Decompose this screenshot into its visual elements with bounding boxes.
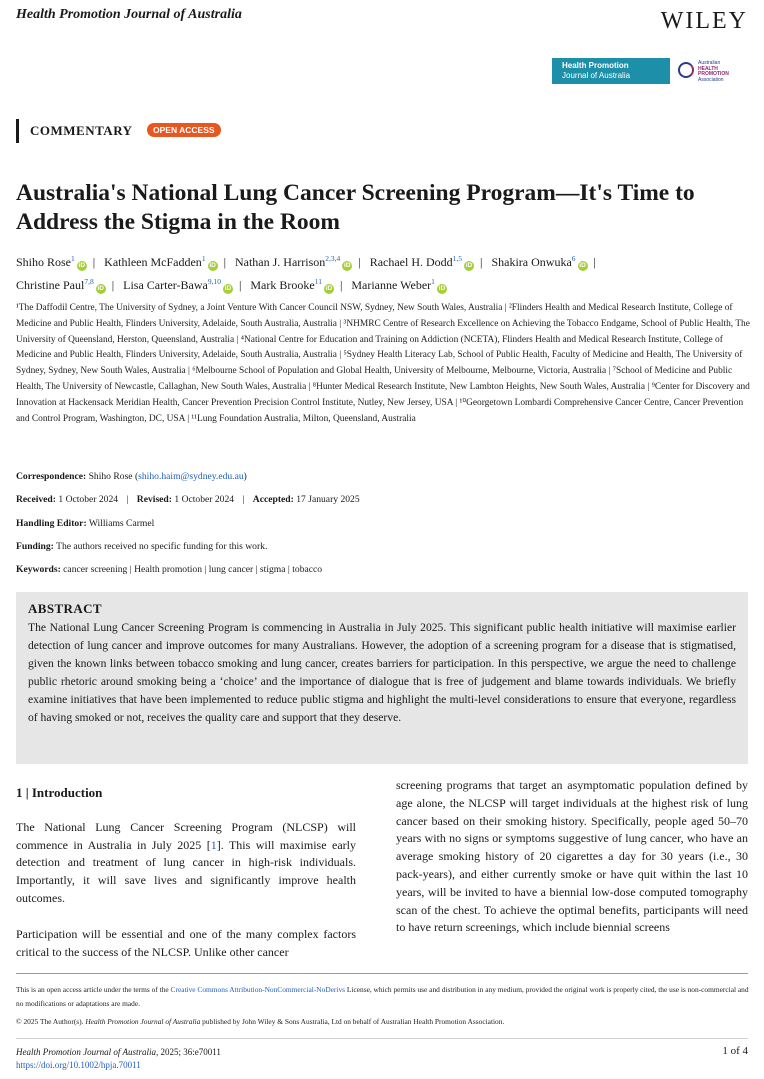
author-name[interactable]: Rachael H. Dodd <box>369 255 453 269</box>
association-logo <box>678 60 748 84</box>
body-paragraph: Participation will be essential and one of the many complex factors critical to the success of the NLCSP. Unlike other cancer <box>16 926 356 959</box>
doi-link[interactable]: https://doi.org/10.1002/hpja.70011 <box>16 1060 141 1070</box>
footer-divider-bottom <box>16 1038 748 1039</box>
orcid-icon[interactable]: iD <box>344 262 351 269</box>
received-date: 1 October 2024 <box>58 494 119 505</box>
article-section-type: COMMENTARY <box>30 123 133 138</box>
journal-name: Health Promotion Journal of Australia <box>16 7 242 22</box>
citation-journal: Health Promotion Journal of Australia, <box>16 1047 159 1057</box>
author-affiliation-ref[interactable]: 2,3,4 <box>325 254 341 263</box>
journal-badge-line2: Journal of Australia <box>562 71 631 80</box>
keywords-text: cancer screening | Health promotion | lung cancer | stigma | tobacco <box>63 564 323 575</box>
orcid-icon[interactable]: iD <box>97 285 104 292</box>
body-right-column <box>396 777 748 937</box>
author-name[interactable]: Shiho Rose <box>16 255 72 269</box>
orcid-icon[interactable]: iD <box>78 262 86 269</box>
paragraph-text: The National Lung Cancer Screening Program (NLCSP) will commence in Australia in July 2025 [ <box>16 819 356 852</box>
orcid-icon[interactable]: iD <box>465 262 473 269</box>
keywords-line <box>16 564 322 575</box>
orcid-icon[interactable]: iD <box>438 285 446 292</box>
author-name[interactable]: Kathleen McFadden <box>104 255 202 269</box>
received-label: Received: <box>16 494 56 505</box>
open-access-badge: OPEN ACCESS <box>147 123 221 137</box>
copyright-notice <box>16 1017 751 1026</box>
correspondence-line: Correspondence: Shiho Rose (shiho.haim@sydney.edu.au) <box>16 471 247 482</box>
citation-footer <box>16 1046 221 1072</box>
body-paragraph <box>16 819 356 908</box>
funding-label: Funding: <box>16 541 54 552</box>
author-name[interactable]: Lisa Carter-Bawa <box>123 278 208 292</box>
section-marker-bar <box>16 119 19 143</box>
author-list: Shiho Rose$^1$iD | Kathleen McFadden$^1$iD | Nathan J. Harrison$^{2,3,4}$iD | Rachael H. Dodd$^{1,5}$iD | Shakira Onwuka$^6$iD | Christine Paul$^{7,8}$iD | Lisa Carter-Bawa$^{9,10}$iD | Mark Brooke$^{11}$iD | Marianne Weber$^1$iD <box>16 254 596 292</box>
editor-label: Handling Editor: <box>16 518 87 529</box>
author-affiliation-ref[interactable]: 7,8 <box>84 277 94 286</box>
funding-line <box>16 541 267 552</box>
author-affiliation-ref[interactable]: 9,10 <box>207 277 221 286</box>
orcid-icon[interactable]: iD <box>579 262 586 269</box>
page-number: 1 of 4 <box>722 1045 748 1057</box>
citation-volume: 2025; 36:e70011 <box>158 1047 221 1057</box>
author[interactable] <box>250 278 334 292</box>
association-logo-text <box>698 61 729 83</box>
correspondence-email-link[interactable]: shiho.haim@sydney.edu.au <box>138 471 244 482</box>
revised-date: 1 October 2024 <box>174 494 235 505</box>
author-name[interactable]: Marianne Weber <box>351 278 432 292</box>
author-affiliation-ref[interactable]: 6 <box>571 254 576 263</box>
abstract-text: The National Lung Cancer Screening Program is commencing in Australia in July 2025. This significant public health initiative will maximise earlier detection of lung cancer and improve outcomes for many Australians. However, the adoption of a screening program for a disease that is stigmatised, given the known links between tobacco smoking and lung cancer, creates barriers for participation. In this perspective, we argue the need to challenge public rhetoric around smoking being a ‘choice’ and the importance of dialogue that is free of judgement and blame towards individuals. We briefly examine initiatives that have been implemented to reduce public stigma and highlight the multi-level considerations to ensure that everyone, regardless of having smoked or not, receives the quality care and support that they deserve. <box>28 621 736 725</box>
author-affiliation-ref[interactable]: 1 <box>71 254 75 263</box>
accepted-date: 17 January 2025 <box>296 494 360 505</box>
author-affiliation-ref[interactable]: 11 <box>314 277 322 286</box>
author-name[interactable]: Mark Brooke <box>250 278 315 292</box>
association-logo-line1: Australian <box>698 60 721 66</box>
article-title: Australia's National Lung Cancer Screening Program—It's Time to Address the Stigma in the Room <box>16 180 695 235</box>
author-affiliation-ref[interactable]: 1 <box>431 277 435 286</box>
license-text: This is an open access article under the terms of the <box>16 985 171 994</box>
copyright-journal: Health Promotion Journal of Australia <box>85 1017 201 1026</box>
footer-divider <box>16 973 748 974</box>
editor-name: Williams Carmel <box>88 518 155 529</box>
funding-text: The authors received no specific funding for this work. <box>56 541 268 552</box>
copyright-text: © 2025 The Author(s). <box>16 1017 86 1026</box>
author-name[interactable]: Shakira Onwuka <box>491 255 572 269</box>
accepted-label: Accepted: <box>252 494 294 505</box>
paragraph-text: ]. This will maximise early detection and treatment of lung cancer in high-risk individuals. Importantly, it will save lives and significantly improve health outcomes. <box>16 837 356 905</box>
orcid-icon[interactable]: iD <box>209 262 216 269</box>
association-logo-line2: HEALTH <box>698 65 718 72</box>
journal-badge-line1: Health Promotion <box>562 61 629 70</box>
revised-label: Revised: <box>136 494 172 505</box>
publisher-logo: WILEY <box>660 8 748 34</box>
license-notice <box>16 983 751 1010</box>
author[interactable] <box>235 255 352 269</box>
reference-link[interactable]: 1 <box>210 837 217 852</box>
handling-editor-line <box>16 518 154 529</box>
author[interactable] <box>491 255 587 269</box>
association-logo-line4: Association <box>698 76 724 83</box>
body-paragraph: screening programs that target an asymptomatic population defined by age alone, the NLCSP will target individuals at the highest risk of lung cancer based on their smoking history. Specifically, people aged 50–70 years with no signs or symptoms suggestive of lung cancer, who have an average smoking history of 20 cigarettes a day for 30 years (i.e., 30 pack-years), and either currently smoke or have quit within the last 10 years, will be invited to have a biennial low-dose computed tomography scan of the chest. To achieve the optimal benefits, participants will need to have return screenings, which include biennial screens <box>396 778 748 935</box>
author[interactable] <box>370 255 474 269</box>
author[interactable] <box>123 278 233 292</box>
abstract-box <box>16 592 748 764</box>
body-left-column <box>16 784 356 961</box>
author[interactable] <box>16 278 106 292</box>
abstract-heading: ABSTRACT <box>28 601 102 616</box>
license-text: License, which permits use and distribution in any medium, provided the original work is properly cited, the use is non-commercial and no modifications or adaptations are made. <box>16 985 749 1008</box>
author[interactable] <box>351 278 447 292</box>
license-link[interactable]: Creative Commons Attribution-NonCommercial-NoDerivs <box>170 985 346 994</box>
author[interactable] <box>16 255 87 269</box>
author-name[interactable]: Nathan J. Harrison <box>234 255 326 269</box>
author-affiliation-ref[interactable]: 1 <box>201 254 206 263</box>
affiliations: ¹The Daffodil Centre, The University of Sydney, a Joint Venture With Cancer Council NSW, Sydney, New South Wales, Australia | ²Flinders Health and Medical Research Institute, College of Medicine and Public Health, Flinders University, Adelaide, South Australia, Australia | ³NHMRC Centre of Research Excellence on Achieving the Tobacco Endgame, School of Public Health, The University of Queensland, Herston, Queensland, Australia | ⁴National Centre for Education and Training on Addiction (NCETA), Flinders Health and Medical Research Institute, College of Medicine and Public Health, Flinders University, Adelaide, South Australia, Australia | ⁵Sydney Health Literacy Lab, School of Public Health, Faculty of Medicine and Health, The University of Sydney, Sydney, New South Wales, Australia | ⁶Melbourne School of Population and Global Health, University of Melbourne, Melbourne, Victoria, Australia | ⁷School of Medicine and Public Health, The University of Newcastle, Callaghan, New South Wales, Australia | ⁸Hunter Medical Research Institute, New Lambton Heights, New South Wales, Australia | ⁹Center for Discovery and Innovation at Hackensack Meridian Health, Cancer Prevention Precision Control Institute, Nutley, New Jersey, USA | ¹⁰Georgetown Lombardi Comprehensive Cancer Centre, Cancer Prevention and Control Program, Washington, DC, USA | ¹¹Lung Foundation Australia, Milton, Queensland, Australia <box>16 303 750 424</box>
keywords-label: Keywords: <box>16 564 61 575</box>
journal-badge-logo <box>552 58 670 84</box>
association-emblem-icon <box>678 62 694 78</box>
association-logo-line3: PROMOTION <box>698 71 729 77</box>
correspondence-name: Shiho Rose <box>88 471 133 482</box>
orcid-icon[interactable]: iD <box>224 285 232 292</box>
author-name[interactable]: Christine Paul <box>16 278 85 292</box>
correspondence-label: Correspondence: <box>16 471 87 482</box>
author[interactable] <box>104 255 217 269</box>
section-heading-introduction: 1 | Introduction <box>16 785 103 800</box>
orcid-icon[interactable]: iD <box>325 285 333 292</box>
dates-line: Received: 1 October 2024 | Revised: 1 October 2024 | Accepted: 17 January 2025 <box>16 494 360 505</box>
author-affiliation-ref[interactable]: 1,5 <box>452 254 463 263</box>
copyright-text: published by John Wiley & Sons Australia, Ltd on behalf of Australian Health Promotion Association. <box>200 1017 505 1026</box>
